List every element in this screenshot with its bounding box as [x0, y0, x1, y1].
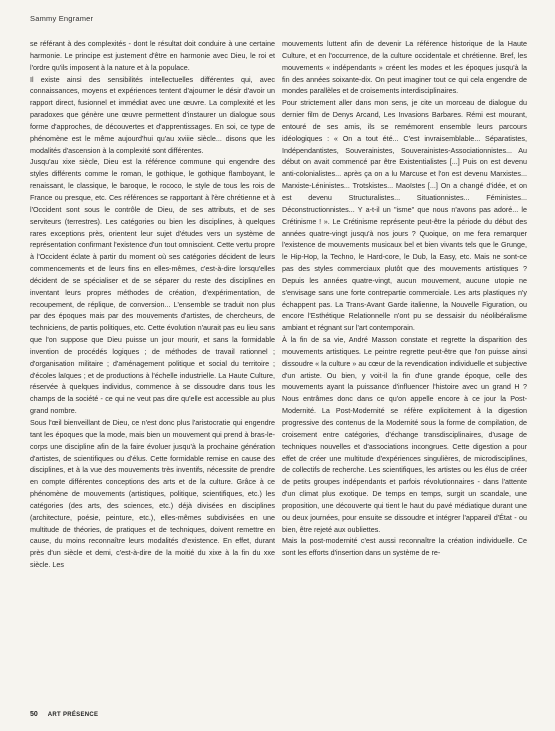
paragraph: À la fin de sa vie, André Masson constate et regrette la disparition des mouvements artistiques. Le peintre regrette peut-être que l'on puisse ainsi dissoudre « la culture » au cœur de la revendication individuelle et subjective d'un artiste. Ou bien, y voit-il la fin d'une grande époque, celle des mouvements ayant la puissance d'influencer l'histoire avec un grand H ? Nous entrâmes donc dans ce qu'on appelle encore à ce jour la Post-Modernité. La Post-Modernité se réfère explicitement à la digestion progressive des contenus de la Modernité sous la forme de compilation, de croisement entre catégories, d'échange transdisciplinaires, d'usage de techniques nouvelles et d'associations incongrues. Cette digestion a pour effet de créer une multitude d'expériences singulières, de microdisciplines, de collectifs de recherche. Les scientifiques, les artistes ou les élus de créer de petits groupes indépendants et parfois révolutionnaires - dans l'attente d'un climat plus exotique. De temps en temps, surgit un scandale, une proposition, une découverte qui tient le haut du pavé médiatique durant une ou deux journées, pour ensuite se dissoudre et intégrer l'appareil d'État - ou bien, être rejeté aux oubliettes. — [282, 335, 527, 534]
paragraph: se référant à des complexités - dont le résultat doit conduire à une certaine harmonie. Le principe est justement d'être en harmonie avec Dieu, le roi et l'ordre qu'ils imposent à la nature et à la populace. — [30, 39, 275, 72]
page-number: 50 — [30, 711, 38, 718]
page-footer — [30, 711, 98, 718]
magazine-name: ART PRÉSENCE — [47, 712, 99, 718]
paragraph: Jusqu'au xixe siècle, Dieu est la référence commune qui engendre des styles différents comme le roman, le gothique, le gothique flamboyant, le renaissant, le classique, le baroque, le rococo, le style de tous les rois de France ou presque, etc. Ces références se rapportant à l'ère chrétienne et à l'Occident sont sous le contrôle de Dieu, de ses attributs, et de ses serviteurs (terrestres). Les catégories ou bien les disciplines, à quelques rares exceptions près, orientent leur sujet d'études vers un système de représentation confirmant l'existence d'un tout omniscient. Cette vertu propre à l'Occident éclate à partir du moment où ses catégories décident de leurs commencements et de leurs fins en elles-mêmes, c'est-à-dire lorsqu'elles décident de se spécialiser et de se séparer du reste des disciplines en inventant leurs propres méthodes de création, d'expérimentation, de recoupement, de réplique, de conversion... L'ensemble se traduit non plus par des époques mais par des mouvements d'artistes, de chercheurs, de techniciens, de partis politiques, etc. Cette évolution n'aurait pas eu lieu sans que l'on suppose que Dieu puisse un jour mourir, et sans la formidable invention de procédés logiques ; de méthodes de travail rationnel ; d'organisation militaire ; d'aménagement politique et social du territoire ; d'écoles laïques ; et de productions à l'échelle industrielle. La Haute Culture, réservée à quelques individus, commence à se dissoudre dans tous les champs de la société - ce qui ne veut pas dire qu'elle est accessible au plus grand nombre. — [30, 157, 275, 416]
author-header: Sammy Engramer — [30, 14, 94, 23]
paragraph: mouvements luttent afin de devenir La référence historique de la Haute Culture, et en l'occurrence, de la culture occidentale et chrétienne. Bref, les mouvements « indépendants » créent les modes et les époques jusqu'à la fin des années soixante-dix. On peut imaginer tout ce qui cela engendre de mondes parallèles et de croisements interdisciplinaires. — [282, 39, 527, 96]
left-text-column — [30, 38, 275, 571]
paragraph: Pour strictement aller dans mon sens, je cite un morceau de dialogue du dernier film de Denys Arcand, Les Invasions Barbares. Rémi est mourant, entouré de ses amis, ils se remémorent ensemble leurs parcours idéologiques : « On a tout été... C'est invraisemblable... Séparatistes, Indépendantistes, Souverainistes, Souverainistes-Associationnistes... Au début on avait commencé par être Existentialistes [...] Puis on est devenu anti-colonialistes... après ça on a lu Marcuse et l'on est devenu Marxistes... Marxiste-Léninistes... Trotskistes... Maoïstes [...] On a changé d'idée, et on est devenu Structuralistes... Situationnistes... Féministes... Déconstructionnistes... Y a-t-il un "isme" que nous n'avons pas adoré... le Crétinisme ! ». Le Crétinisme représente peut-être la période du début des années quatre-vingt jusqu'à nos jours ? Quoique, on me fera remarquer l'existence de mouvements musicaux bel et bien vivants tels que le Grunge, le Hip-Hop, la Techno, le Hard-core, le Dub, la Easy, etc. Mais ne sont-ce pas des styles commerciaux plutôt que des mouvements artistiques ? Depuis les années quatre-vingt, aucun mouvement, aucune utopie ne s'envisage sans une forte contrepartie commerciale. Les arts plastiques n'y échappent pas. La Trans-Avant Garde italienne, la Nouvelle Figuration, ou encore l'Esthétique Relationnelle n'ont pu se dessaisir du néolibéralisme ambiant et régnant sur l'art contemporain. — [282, 98, 527, 333]
paragraph: Sous l'œil bienveillant de Dieu, ce n'est donc plus l'aristocratie qui engendre tant les époques que la mode, mais bien un mouvement qui prend à bras-le-corps une discipline afin de la faire évoluer jusqu'à la prochaine génération d'artistes, de scientifiques ou d'élus. Cette formidable remise en cause des disciplines, et à la vue des mouvements très inventifs, nécessite de prendre en compte différentes conceptions des arts et de la culture. Grâce à ce phénomène de mouvements (artistiques, politique, scientifiques, etc.) les catégories (des arts, des sciences, etc.) déjà divisées en disciplines (architecture, poésie, peinture, etc.), elles-mêmes subdivisées en une multitude de théories, de pratiques et de techniques, doivent remettre en cause, du moins reconnaître leurs modalités d'existence. En effet, durant près d'un siècle et demi, c'est-à-dire de la moitié du xixe à la fin du xxe siècle. Les — [30, 418, 275, 570]
paragraph: Il existe ainsi des sensibilités intellectuelles différentes qui, avec connaissances, moyens et expériences tentent d'ajourner le désir d'avoir un rapport direct, fusionnel et immédiat avec une œuvre. La complexité et les paradoxes que génère une œuvre permettent d'instaurer un dialogue sous forme d'approches, de découvertes et d'apprentissages. En soi, ce type de phénomène est le même aujourd'hui qu'au xviiie siècle... disons que les modalités d'ascension à la complexité sont différentes. — [30, 74, 275, 155]
paragraph: Mais la post-modernité c'est aussi reconnaître la création individuelle. Ce sont les efforts d'insertion dans un système de re- — [282, 536, 527, 558]
right-text-column — [282, 38, 527, 559]
